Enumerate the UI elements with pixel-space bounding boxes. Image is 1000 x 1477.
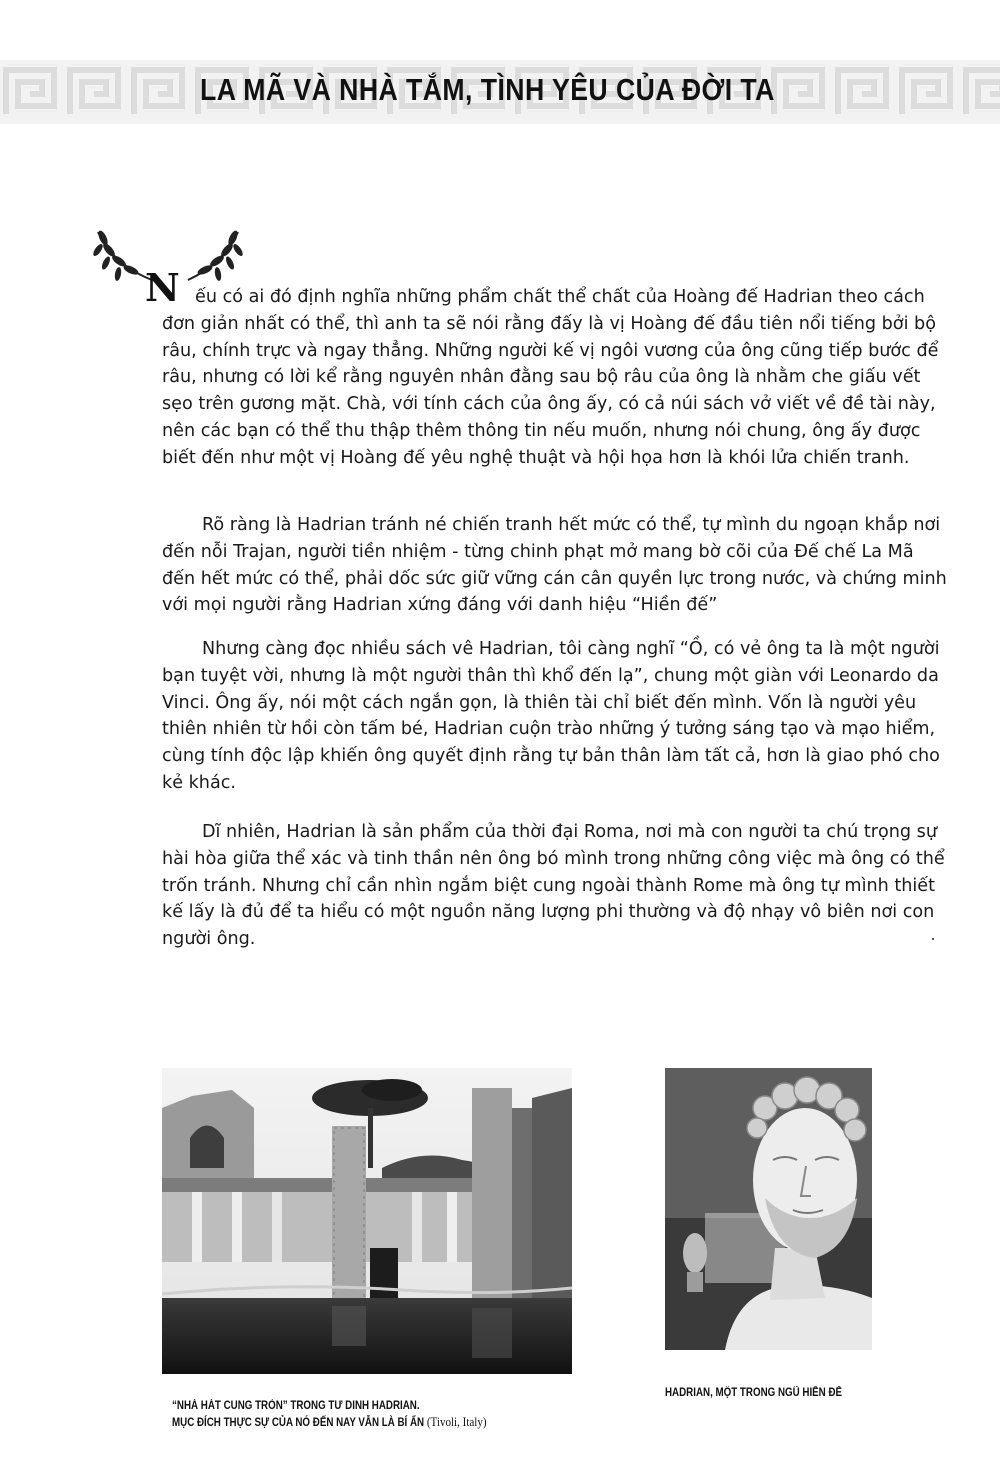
caption-ruins <box>172 1398 487 1431</box>
paragraph-4: Dĩ nhiên, Hadrian là sản phẩm của thời đại Roma, nơi mà con người ta chú trọng sự hài hòa giữa thể xác và tinh thần nên ông bó mình trong những công việc mà ông có thể trốn tránh. Nhưng chỉ cần nhìn ngắm biệt cung ngoài thành Rome mà ông tự mình thiết kế lấy là đủ để ta hiểu có một nguồn năng lượng phi thường và độ nhạy vô biên nơi con người ông. <box>162 822 945 950</box>
laurel-branch-right-icon <box>184 228 244 290</box>
paragraph-1 <box>162 284 950 472</box>
paragraph-2: Rõ ràng là Hadrian tránh né chiến tranh hết mức có thể, tự mình du ngoạn khắp nơi đến nỗi Trajan, người tiền nhiệm - từng chinh phạt mở mang bờ cõi của Đế chế La Mã đến hết mức có thể, phải dốc sức giữ vững cán cân quyền lực trong nước, và chứng minh với mọi người rằng Hadrian xứng đáng với danh hiệu “Hiền đế” <box>162 515 947 616</box>
caption-ruins-location: (Tivoli, Italy) <box>426 1414 487 1429</box>
caption-ruins-line-2 <box>172 1414 487 1431</box>
paragraph-1-first-line: ếu có ai đó định nghĩa những phẩm chất thể chất của Hoàng đế Hadrian theo cách <box>195 287 925 307</box>
caption-ruins-line-1: “NHÀ HÁT CUNG TRÒN” TRONG TƯ DINH HADRIAN. <box>172 1400 420 1412</box>
paragraph-1-rest: đơn giản nhất có thể, thì anh ta sẽ nói rằng đấy là vị Hoàng đế đầu tiên nổi tiếng bởi bộ râu, chính trực và ngay thẳng. Những người kế vị ngôi vương của ông cũng tiếp bước để râu, nhưng có lời kể rằng nguyên nhân đằng sau bộ râu của ông là nhằm che giấu vết sẹo trên gương mặt. Chà, với tính cách của ông ấy, có cả núi sách vở viết về đề tài này, nên các bạn có thể thu thập thêm thông tin nếu muốn, nhưng nói chung, ông ấy được biết đến như một vị Hoàng đế yêu nghệ thuật và hội họa hơn là khói lửa chiến tranh. <box>162 313 939 468</box>
photo-hadrian-bust <box>665 1068 872 1350</box>
paragraph-3: Nhưng càng đọc nhiều sách vê Hadrian, tôi càng nghĩ “Ồ, có vẻ ông ta là một người bạn tuyệt vời, nhưng là một người thân thì khổ đến lạ”, chung một giàn với Leonardo da Vinci. Ông ấy, nói một cách ngắn gọn, là thiên tài chỉ biết đến mình. Vốn là người yêu thiên nhiên từ hồi còn tấm bé, Hadrian cuộn trào những ý tưởng sáng tạo và mạo hiểm, cùng tính độc lập khiến ông quyết định rằng tự bản thân làm tất cả, hơn là giao phó cho kẻ khác. <box>162 639 940 793</box>
print-speck <box>932 938 934 940</box>
photo-maritime-theatre-ruins <box>162 1068 572 1374</box>
drop-cap: N <box>145 265 180 310</box>
caption-bust: HADRIAN, MỘT TRONG NGŨ HIỀN ĐẾ <box>665 1387 843 1399</box>
page-title: LA MÃ VÀ NHÀ TẮM, TÌNH YÊU CỦA ĐỜI TA <box>200 72 775 107</box>
caption-ruins-text: MỤC ĐÍCH THỰC SỰ CỦA NÓ ĐẾN NAY VẪN LÀ BÍ ẨN <box>172 1417 425 1429</box>
